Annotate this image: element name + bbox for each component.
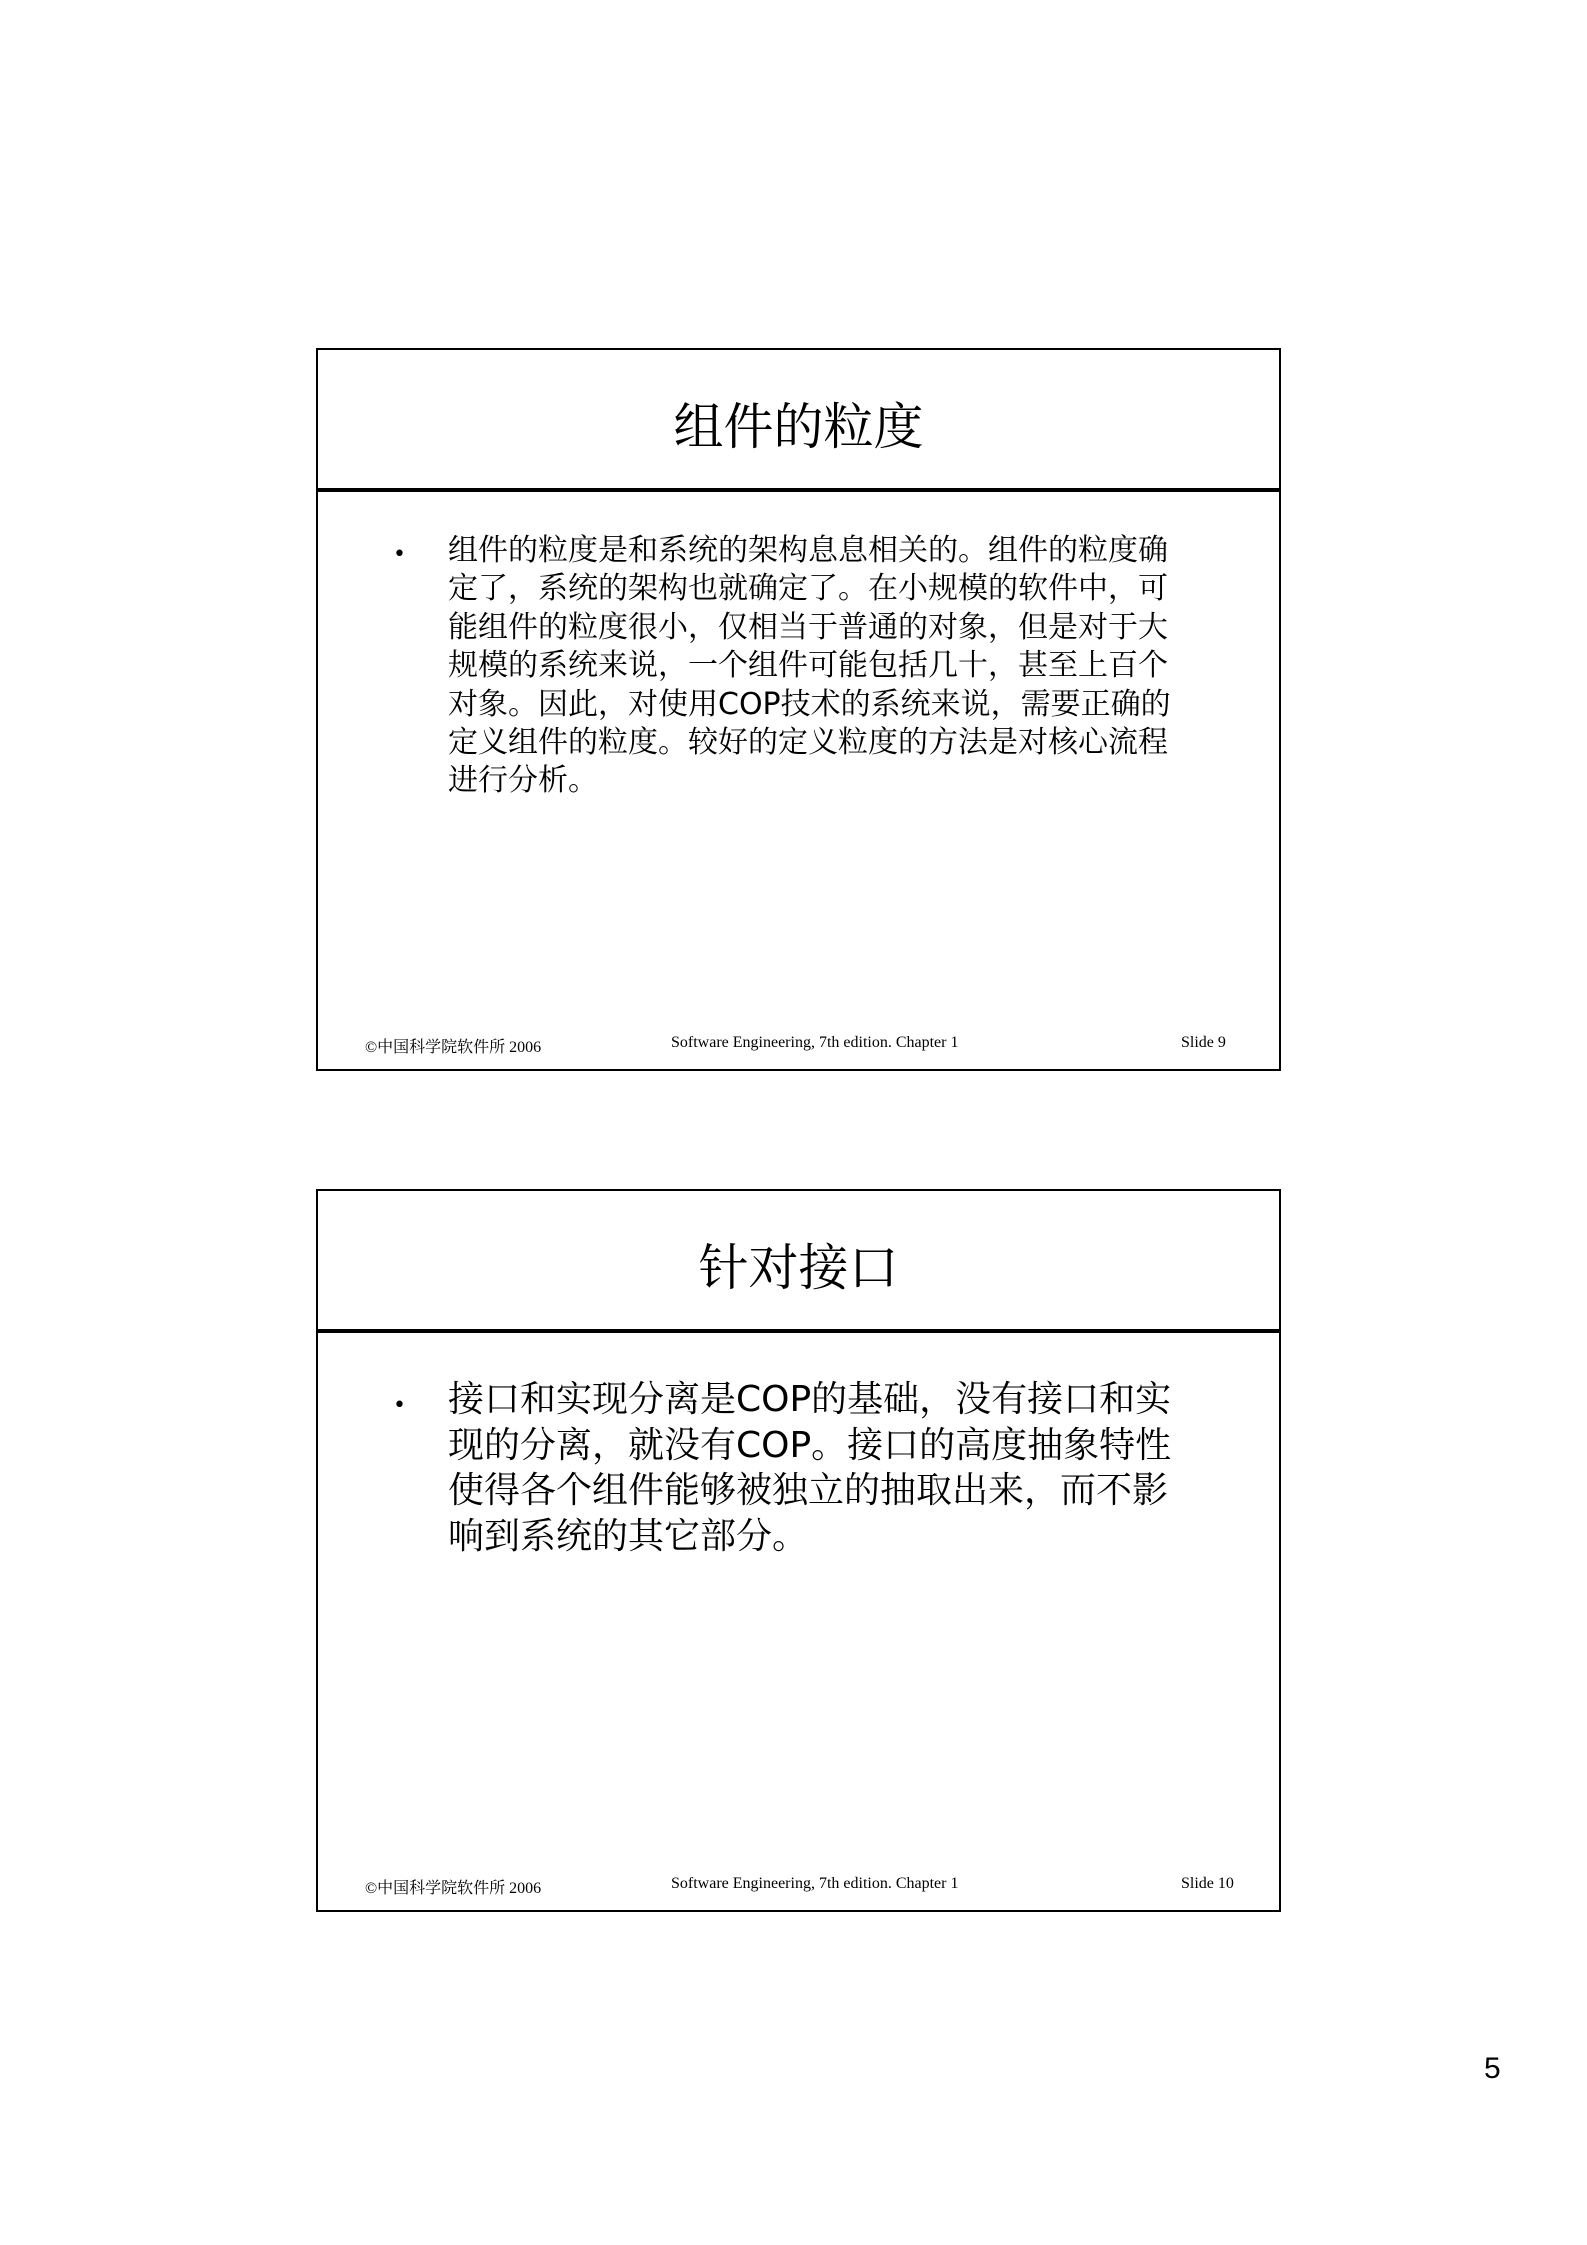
body-line: 响到系统的其它部分。 xyxy=(448,1515,809,1557)
body-line: 对象。因此，对使用COP技术的系统来说，需要正确的 xyxy=(448,686,1171,722)
slide-body xyxy=(393,1377,1248,1559)
body-line: 定了，系统的架构也就确定了。在小规模的软件中，可 xyxy=(448,571,1168,607)
footer-slide-number: Slide 9 xyxy=(1181,1034,1226,1051)
body-line: 能组件的粒度很小，仅相当于普通的对象，但是对于大 xyxy=(448,609,1168,645)
footer-book: Software Engineering, 7th edition. Chapter 1 xyxy=(671,1875,959,1892)
body-line: 进行分析。 xyxy=(448,763,598,799)
body-line: 组件的粒度是和系统的架构息息相关的。组件的粒度确 xyxy=(448,533,1168,568)
slide-title: 针对接口 xyxy=(318,1191,1279,1333)
body-line: 使得各个组件能够被独立的抽取出来，而不影 xyxy=(448,1470,1169,1511)
page-number: 5 xyxy=(1484,2052,1501,2085)
slide-body xyxy=(393,532,1248,801)
footer-book: Software Engineering, 7th edition. Chapter 1 xyxy=(671,1034,959,1051)
bullet-icon: • xyxy=(393,1393,406,1418)
footer-slide-number: Slide 10 xyxy=(1181,1875,1234,1892)
body-line: 定义组件的粒度。较好的定义粒度的方法是对核心流程 xyxy=(448,725,1168,761)
footer-copyright: ©中国科学院软件所 2006 xyxy=(365,1039,542,1056)
body-line: 规模的系统来说，一个组件可能包括几十，甚至上百个 xyxy=(448,648,1168,684)
footer-copyright: ©中国科学院软件所 2006 xyxy=(365,1880,542,1897)
slide-title: 组件的粒度 xyxy=(318,350,1279,492)
bullet-icon: • xyxy=(393,542,406,567)
body-line: 接口和实现分离是COP的基础，没有接口和实 xyxy=(448,1379,1172,1420)
slide-9 xyxy=(316,348,1281,1071)
slide-10 xyxy=(316,1189,1281,1912)
body-line: 现的分离，就没有COP。接口的高度抽象特性 xyxy=(448,1424,1172,1466)
